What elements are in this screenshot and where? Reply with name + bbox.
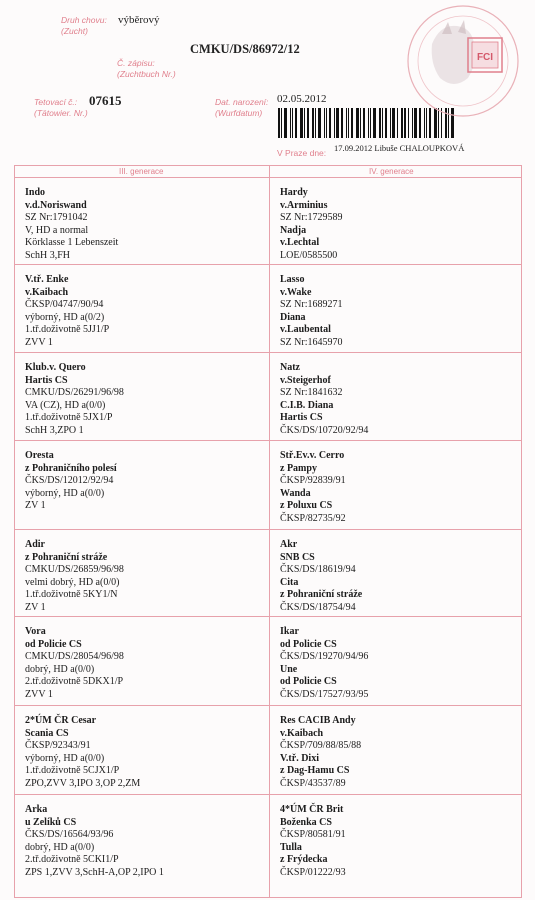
- ancestor-line: Klub.v. Quero: [25, 362, 86, 373]
- barcode-bar: [300, 108, 303, 138]
- tattoo-label-de: (Tätowier. Nr.): [34, 108, 88, 118]
- ancestor-line: Hartis CS: [25, 374, 68, 386]
- ancestor-line: 2.tř.doživotně 5CKI1/P: [25, 854, 119, 865]
- tattoo-number: 07615: [89, 93, 122, 108]
- ancestor-line: z Dag-Hamu CS: [280, 765, 350, 776]
- ancestor-line: 1.tř.doživotně 5JX1/P: [25, 412, 113, 423]
- ancestor-line: V.tř. Dixi: [280, 752, 319, 764]
- ancestor-line: 1.tř.doživotně 5KY1/N: [25, 589, 118, 600]
- tattoo-label-cz: Tetovací č.:: [34, 97, 78, 107]
- ancestor-line: 4*ÚM ČR Brit: [280, 804, 344, 815]
- tattoo-label: [34, 97, 88, 119]
- ancestor-line: CMKU/DS/26291/96/98: [25, 387, 124, 398]
- barcode-bar: [382, 108, 383, 138]
- ancestor-line: ČKS/DS/18619/94: [280, 564, 356, 575]
- ancestor-line: CMKU/DS/26859/96/98: [25, 564, 124, 575]
- gen3-ancestor-cell: [25, 274, 109, 349]
- ancestor-line: SZ Nr:1729589: [280, 212, 343, 223]
- ancestor-line: výborný, HD a(0/0): [25, 752, 105, 764]
- ancestor-line: SchH 3,FH: [25, 249, 71, 261]
- barcode-bar: [312, 108, 314, 138]
- gen3-ancestor-cell: [25, 450, 117, 513]
- ancestor-line: Lasso: [280, 274, 305, 285]
- breed-label: [61, 15, 107, 37]
- ancestor-line: v.Laubental: [280, 324, 331, 335]
- ancestor-line: velmi dobrý, HD a(0/0): [25, 576, 120, 588]
- ancestor-line: Une: [280, 663, 298, 675]
- ancestor-line: ČKSP/92839/91: [280, 475, 346, 486]
- ancestor-line: ZPS 1,ZVV 3,SchH-A,OP 2,IPO 1: [25, 866, 164, 878]
- gen4-ancestor-cell: [280, 626, 368, 701]
- ancestor-line: ZV 1: [25, 601, 46, 613]
- barcode-bar: [336, 108, 339, 138]
- gen4-ancestor-cell: [280, 715, 361, 790]
- barcode-bar: [315, 108, 316, 138]
- studbook-label-cz: Č. zápisu:: [117, 58, 155, 68]
- ancestor-line: z Pohraničního polesí: [25, 462, 117, 474]
- ancestor-line: Nadja: [280, 224, 307, 236]
- ancestor-line: výborný, HD a(0/0): [25, 487, 105, 499]
- prague-label: V Praze dne:: [277, 148, 327, 158]
- ancestor-line: Diana: [280, 311, 306, 323]
- ancestor-line: ZV 1: [25, 500, 46, 511]
- ancestor-line: z Frýdecka: [280, 854, 328, 865]
- birth-date-label-de: (Wurfdatum): [215, 108, 263, 118]
- ancestor-line: SNB CS: [280, 551, 315, 563]
- fci-badge-text: FCI: [476, 52, 494, 63]
- gen3-ancestor-cell: [25, 539, 124, 614]
- barcode-bar: [373, 108, 376, 138]
- barcode-bar: [281, 108, 282, 138]
- gen3-ancestor-cell: [25, 715, 140, 790]
- gen3-header: III. generace: [119, 167, 164, 176]
- barcode-bar: [324, 108, 325, 138]
- ancestor-line: 1.tř.doživotně 5CJX1/P: [25, 765, 120, 776]
- barcode-bar: [360, 108, 361, 138]
- ancestor-line: Wanda: [280, 487, 311, 499]
- gen4-ancestor-cell: [280, 274, 343, 349]
- ancestor-line: SZ Nr:1689271: [280, 299, 343, 310]
- barcode-bar: [329, 108, 331, 138]
- barcode-bar: [334, 108, 335, 138]
- breed-value: výběrový: [118, 14, 160, 26]
- ancestor-line: z Pohraniční stráže: [25, 551, 108, 563]
- ancestor-line: od Policie CS: [280, 676, 337, 687]
- ancestor-line: od Policie CS: [280, 638, 337, 650]
- barcode-bar: [304, 108, 305, 138]
- gen3-ancestor-cell: [25, 362, 124, 437]
- birth-date-value: 02.05.2012: [277, 93, 327, 105]
- studbook-label-de: (Zuchtbuch Nr.): [117, 69, 176, 79]
- ancestor-line: 2.tř.doživotně 5DKX1/P: [25, 676, 124, 687]
- ancestor-line: ZPO,ZVV 3,IPO 3,OP 2,ZM: [25, 777, 141, 789]
- ancestor-line: Cita: [280, 576, 299, 588]
- ancestor-line: V.tř. Enke: [25, 274, 69, 285]
- barcode-bar: [363, 108, 365, 138]
- ancestor-line: ČKSP/709/88/85/88: [280, 740, 362, 751]
- gen4-ancestor-cell: [280, 804, 346, 879]
- ancestor-line: V, HD a normal: [25, 224, 89, 236]
- ancestor-line: ČKS/DS/19270/94/96: [280, 651, 369, 662]
- ancestor-line: Tulla: [280, 841, 302, 853]
- ancestor-line: dobrý, HD a(0/0): [25, 663, 95, 675]
- ancestor-line: ČKS/DS/16564/93/96: [25, 829, 114, 840]
- gen3-ancestor-cell: [25, 187, 118, 262]
- birth-date-label-cz: Dat. narození:: [215, 97, 269, 107]
- barcode-bar: [390, 108, 391, 138]
- barcode-bar: [397, 108, 398, 138]
- barcode-bar: [370, 108, 371, 138]
- column-divider: [269, 166, 270, 897]
- studbook-label: [117, 58, 176, 80]
- barcode-bar: [318, 108, 321, 138]
- barcode-bar: [290, 108, 291, 138]
- row-divider: [15, 352, 521, 353]
- ancestor-line: ČKSP/01222/93: [280, 866, 346, 878]
- gen4-ancestor-cell: [280, 450, 346, 525]
- ancestor-line: z Poluxu CS: [280, 500, 333, 511]
- ancestor-line: ČKS/DS/10720/92/94: [280, 424, 369, 436]
- ancestor-line: z Pohraniční stráže: [280, 589, 363, 600]
- ancestor-line: Adir: [25, 539, 45, 550]
- ancestor-line: 1.tř.doživotně 5JJ1/P: [25, 324, 110, 335]
- ancestor-line: Vora: [25, 626, 46, 637]
- ancestor-line: Akr: [280, 539, 298, 550]
- pedigree-table: [14, 165, 522, 898]
- row-divider: [15, 616, 521, 617]
- ancestor-line: ČKSP/43537/89: [280, 777, 346, 789]
- registration-number: CMKU/DS/86972/12: [190, 42, 300, 56]
- ancestor-line: ČKS/DS/18754/94: [280, 601, 356, 613]
- ancestor-line: ZVV 1: [25, 688, 53, 700]
- ancestor-line: ČKS/DS/12012/92/94: [25, 475, 114, 486]
- ancestor-line: výborný, HD a(0/2): [25, 311, 105, 323]
- breed-label-de: (Zucht): [61, 26, 88, 36]
- row-divider: [15, 705, 521, 706]
- ancestor-line: v.Kaibach: [25, 286, 69, 298]
- ancestor-line: ZVV 1: [25, 336, 53, 348]
- ancestor-line: CMKU/DS/28054/96/98: [25, 651, 124, 662]
- generation-header-row: [15, 166, 521, 178]
- ancestor-line: Hartis CS: [280, 412, 323, 423]
- gen4-ancestor-cell: [280, 539, 362, 614]
- ancestor-line: 2*ÚM ČR Cesar: [25, 715, 97, 726]
- ancestor-line: v.Lechtal: [280, 237, 320, 248]
- ancestor-line: ČKSP/82735/92: [280, 512, 346, 524]
- barcode-bar: [368, 108, 369, 138]
- ancestor-line: ČKSP/80581/91: [280, 829, 346, 840]
- ancestor-line: ČKSP/92343/91: [25, 740, 91, 751]
- issued-value: 17.09.2012 Libuše CHALOUPKOVÁ: [334, 143, 465, 153]
- birth-date-label: [215, 97, 268, 119]
- barcode-bar: [348, 108, 349, 138]
- ancestor-line: Arka: [25, 804, 48, 815]
- ancestor-line: od Policie CS: [25, 638, 82, 650]
- ancestor-line: LOE/0585500: [280, 249, 338, 261]
- ancestor-line: SZ Nr:1645970: [280, 336, 343, 348]
- barcode-bar: [307, 108, 309, 138]
- ancestor-line: ČKS/DS/17527/93/95: [280, 688, 369, 700]
- ancestor-line: Oresta: [25, 450, 54, 461]
- ancestor-line: C.I.B. Diana: [280, 399, 334, 411]
- barcode-bar: [295, 108, 297, 138]
- ancestor-line: Stř.Ev.v. Cerro: [280, 450, 345, 461]
- gen3-ancestor-cell: [25, 626, 124, 701]
- row-divider: [15, 794, 521, 795]
- gen4-ancestor-cell: [280, 187, 343, 262]
- barcode-bar: [356, 108, 359, 138]
- barcode-bar: [326, 108, 327, 138]
- ancestor-line: v.Wake: [280, 286, 312, 298]
- ancestor-line: z Pampy: [280, 462, 317, 474]
- ancestor-line: SZ Nr:1791042: [25, 212, 88, 223]
- ancestor-line: SZ Nr:1841632: [280, 387, 343, 398]
- ancestor-line: ČKSP/04747/90/94: [25, 299, 104, 310]
- row-divider: [15, 529, 521, 530]
- fci-seal: [402, 4, 524, 122]
- ancestor-line: u Zelíků CS: [25, 816, 77, 828]
- ancestor-line: Natz: [280, 362, 300, 373]
- row-divider: [15, 264, 521, 265]
- gen3-ancestor-cell: [25, 804, 164, 879]
- barcode-bar: [346, 108, 347, 138]
- row-divider: [15, 440, 521, 441]
- gen4-header: IV. generace: [369, 167, 414, 176]
- ancestor-line: Körklasse 1 Lebenszeit: [25, 237, 119, 248]
- ancestor-line: v.d.Noriswand: [25, 199, 87, 211]
- ancestor-line: Boženka CS: [280, 816, 332, 828]
- ancestor-line: v.Kaibach: [280, 727, 324, 739]
- barcode-bar: [392, 108, 395, 138]
- barcode-bar: [351, 108, 353, 138]
- ancestor-line: Scania CS: [25, 727, 69, 739]
- barcode-bar: [284, 108, 287, 138]
- barcode-bar: [278, 108, 280, 138]
- barcode-bar: [292, 108, 293, 138]
- ancestor-line: dobrý, HD a(0/0): [25, 841, 95, 853]
- barcode-bar: [379, 108, 381, 138]
- ancestor-line: Indo: [25, 187, 46, 198]
- gen4-ancestor-cell: [280, 362, 368, 437]
- barcode-bar: [341, 108, 343, 138]
- ancestor-line: v.Arminius: [280, 199, 328, 211]
- ancestor-line: Res CACIB Andy: [280, 715, 356, 726]
- ancestor-line: SchH 3,ZPO 1: [25, 424, 84, 436]
- ancestor-line: Hardy: [280, 187, 308, 198]
- breed-label-cz: Druh chovu:: [61, 15, 107, 25]
- ancestor-line: VA (CZ), HD a(0/0): [25, 399, 106, 411]
- barcode-bar: [385, 108, 387, 138]
- ancestor-line: Ikar: [280, 626, 299, 637]
- ancestor-line: v.Steigerhof: [280, 374, 331, 386]
